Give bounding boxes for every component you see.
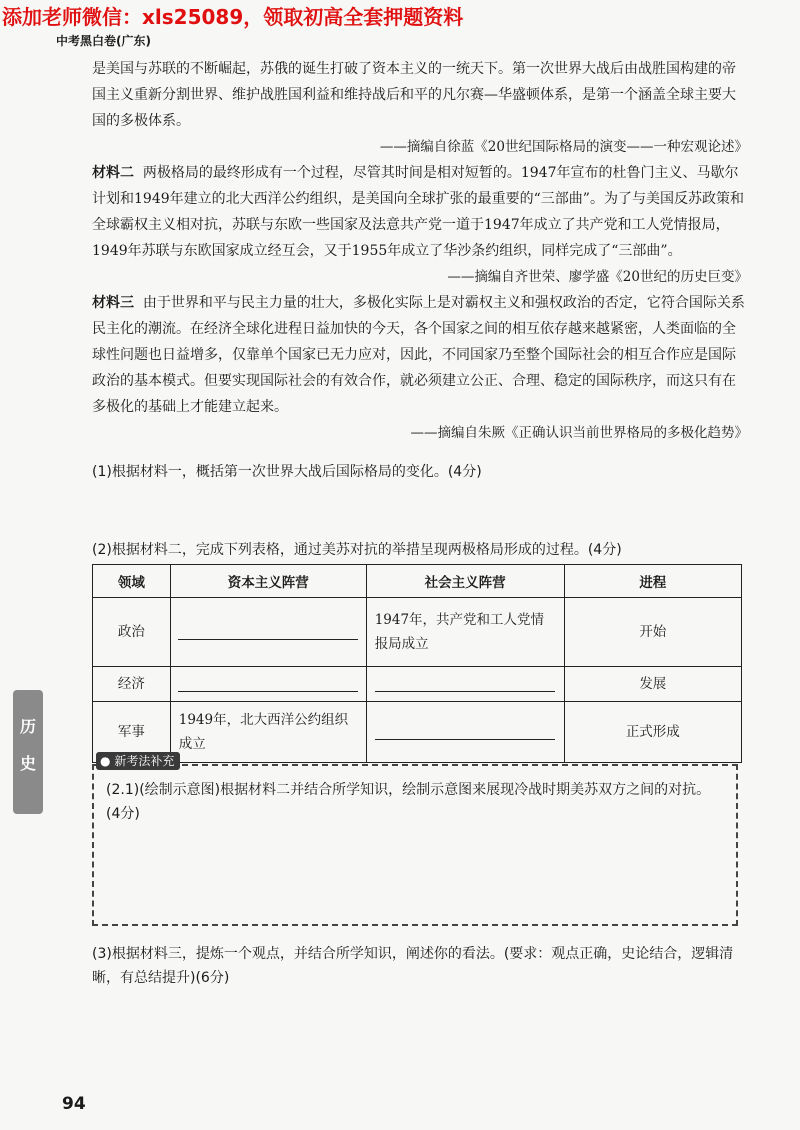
table-row	[93, 702, 742, 763]
material2	[92, 160, 748, 264]
answer-blank[interactable]	[366, 667, 564, 702]
row-progress: 发展	[564, 667, 741, 702]
row-progress: 开始	[564, 598, 741, 667]
question-3: (3)根据材料三，提炼一个观点，并结合所学知识，阐述你的看法。(要求：观点正确，史论结合，逻辑清晰，有总结提升)(6分)	[92, 946, 734, 986]
material2-source: ——摘编自齐世荣、廖学盛《20世纪的历史巨变》	[447, 269, 748, 285]
row-field: 政治	[93, 598, 171, 667]
material3-title: 材料三	[92, 295, 134, 311]
lightbulb-icon: ●	[100, 754, 111, 768]
table-row	[93, 598, 742, 667]
subject-char-2: 史	[19, 754, 36, 773]
promo-banner: 添加老师微信：xls25089，领取初高全套押题资料	[2, 5, 464, 29]
header-progress: 进程	[564, 565, 741, 598]
supplement-tag-label: 新考法补充	[114, 754, 175, 768]
answer-table	[92, 564, 742, 763]
table-header-row	[93, 565, 742, 598]
header-field: 领域	[93, 565, 171, 598]
answer-blank[interactable]	[170, 667, 366, 702]
answer-blank[interactable]	[366, 702, 564, 763]
answer-blank[interactable]	[170, 598, 366, 667]
material2-text: 两极格局的最终形成有一个过程，尽管其时间是相对短暂的。1947年宣布的杜鲁门主义、马歇尔计划和1949年建立的北大西洋公约组织，是美国向全球扩张的最重要的“三部曲”。为了与美国反苏政策和全球霸权主义相对抗，苏联与东欧一些国家及法意共产党一道于1947年成立了共产党和工人党情报局，1949年苏联与东欧国家成立经互会，又于1955年成立了华沙条约组织，同样完成了“三部曲”。	[92, 165, 744, 259]
row-progress: 正式形成	[564, 702, 741, 763]
material2-title: 材料二	[92, 165, 134, 181]
header-capitalist: 资本主义阵营	[170, 565, 366, 598]
book-label: 中考黑白卷(广东)	[56, 34, 151, 48]
header-socialist: 社会主义阵营	[366, 565, 564, 598]
material3-source: ——摘编自朱厥《正确认识当前世界格局的多极化趋势》	[410, 425, 748, 441]
question-1: (1)根据材料一，概括第一次世界大战后国际格局的变化。(4分)	[92, 464, 482, 480]
page-number: 94	[62, 1094, 86, 1114]
supplement-tag	[96, 752, 180, 770]
supplement-box[interactable]	[92, 764, 738, 926]
materials-block	[92, 56, 748, 446]
table-row	[93, 667, 742, 702]
material1-text: 是美国与苏联的不断崛起，苏俄的诞生打破了资本主义的一统天下。第一次世界大战后由战胜国构建的帝国主义重新分割世界、维护战胜国利益和维持战后和平的凡尔赛—华盛顿体系，是第一个涵盖全球主要大国的多极体系。	[92, 61, 736, 129]
subject-tab	[13, 690, 43, 814]
supplement-text: (2.1)(绘制示意图)根据材料二并结合所学知识，绘制示意图来展现冷战时期美苏双方之间的对抗。(4分)	[106, 782, 711, 822]
row-field: 经济	[93, 667, 171, 702]
material3	[92, 290, 748, 420]
question-2: (2)根据材料二，完成下列表格，通过美苏对抗的举措呈现两极格局形成的过程。(4分)	[92, 542, 622, 558]
material3-text: 由于世界和平与民主力量的壮大，多极化实际上是对霸权主义和强权政治的否定，它符合国际关系民主化的潮流。在经济全球化进程日益加快的今天，各个国家之间的相互依存越来越紧密，人类面临的全球性问题也日益增多，仅靠单个国家已无力应对，因此，不同国家乃至整个国际社会的相互合作应是国际政治的基本模式。但要实现国际社会的有效合作，就必须建立公正、合理、稳定的国际秩序，而这只有在多极化的基础上才能建立起来。	[92, 295, 745, 415]
row-field: 军事	[93, 702, 171, 763]
row-socialist: 1947年，共产党和工人党情报局成立	[366, 598, 564, 667]
subject-char-1: 历	[19, 717, 36, 736]
material1-source: ——摘编自徐蓝《20世纪国际格局的演变——一种宏观论述》	[379, 139, 748, 155]
row-capitalist: 1949年，北大西洋公约组织成立	[170, 702, 366, 763]
